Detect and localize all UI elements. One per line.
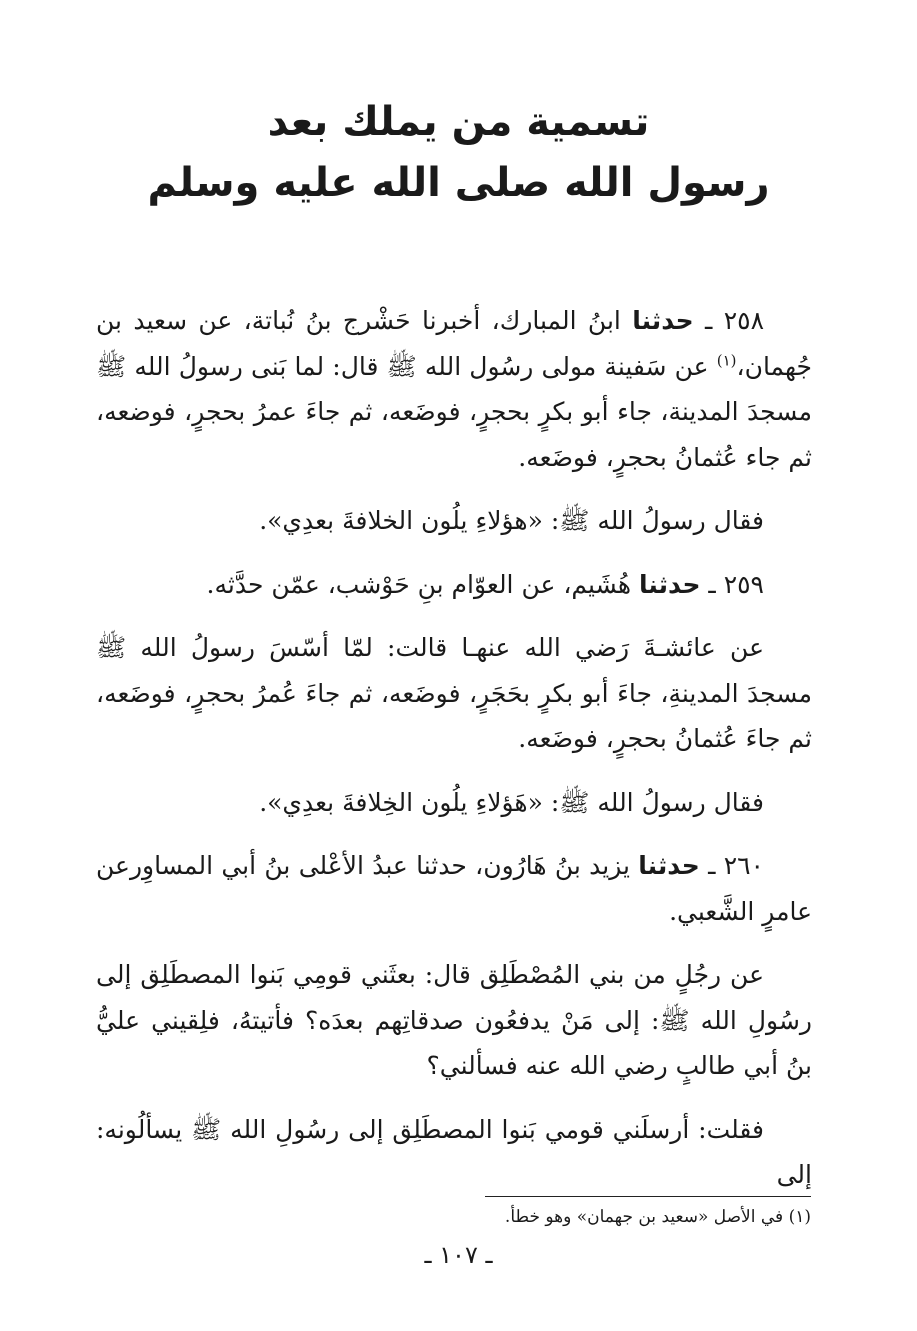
hadith-keyword: حدثنا — [632, 306, 694, 335]
hadith-259-narration: عن عائشـةَ رَضي الله عنهـا قالت: لمّا أسّسَ رسولُ الله ﷺ مسجدَ المدينةِ، جاءَ أبو بكرٍ بحَجَرٍ، فوضَعه، ثم جاءَ عُمرُ بحجرٍ، فوضَعه، ثم جاءَ عُثمانُ بحجرٍ، فوضَعه. — [96, 633, 812, 753]
hadith-keyword: حدثنا — [638, 851, 700, 880]
chapter-title-line-2: رسول الله صلى الله عليه وسلم — [147, 160, 770, 206]
chapter-title-line-1: تسمية من يملك بعد — [267, 99, 650, 145]
footnote-separator — [485, 1196, 811, 1197]
hadith-text: ابنُ المبارك، أخبرنا حَشْرج بنُ نُباتة، عن سعيد بن جُهمان، — [96, 306, 812, 381]
hadith-text: يزيد بنُ هَارُون، حدثنا عبدُ الأعْلى بنُ أبي المساوِرعن عامرٍ الشَّعبي. — [96, 851, 812, 926]
hadith-number: ٢٥٩ ـ — [700, 569, 764, 599]
hadith-259-saying: فقال رسولُ الله ﷺ: «هَؤلاءِ يلُون الخِلافةَ بعدِي». — [259, 787, 764, 817]
main-text — [96, 298, 812, 1198]
hadith-260-continued: فقلت: أرسلَني قومي بَنوا المصطَلِق إلى رسُولِ الله ﷺ يسألُونه: إلى — [96, 1114, 812, 1189]
footnote: (١) في الأصل «سعيد بن جهمان» وهو خطأ. — [504, 1207, 811, 1227]
hadith-258-saying: فقال رسولُ الله ﷺ: «هؤلاءِ يلُون الخلافةَ بعدِي». — [259, 506, 764, 535]
hadith-260 — [96, 843, 812, 934]
footnote-marker: (١) — [716, 351, 737, 370]
hadith-number: ٢٦٠ ـ — [699, 851, 764, 880]
hadith-keyword: حدثنا — [639, 569, 701, 599]
hadith-text: هُشَيم، عن العوّام بنِ حَوْشب، عمّن حدَّثه. — [206, 569, 640, 599]
hadith-260-narration: عن رجُلٍ من بني المُصْطَلِق قال: بعثَني قومِي بَنوا المصطَلِق إلى رسُولِ الله ﷺ: إلى مَنْ يدفعُون صدقاتِهم بعدَه؟ فأتيتهُ، فلِقيني عليُّ بنُ أبي طالبٍ رضي الله عنه فسألني؟ — [96, 960, 812, 1080]
hadith-258 — [96, 298, 812, 480]
hadith-number: ٢٥٨ ـ — [693, 306, 765, 335]
page-number: ـ ١٠٧ ـ — [424, 1241, 493, 1269]
hadith-text-continued: عن سَفينة مولى رسُول الله ﷺ قال: لما بَنى رسولُ الله ﷺ مسجدَ المدينة، جاء أبو بكرٍ بحجرٍ، فوضَعه، ثم جاءَ عمرُ بحجرٍ، فوضعه، ثم جاء عُثمانُ بحجرٍ، فوضَعه. — [96, 351, 812, 472]
hadith-259 — [96, 562, 812, 608]
